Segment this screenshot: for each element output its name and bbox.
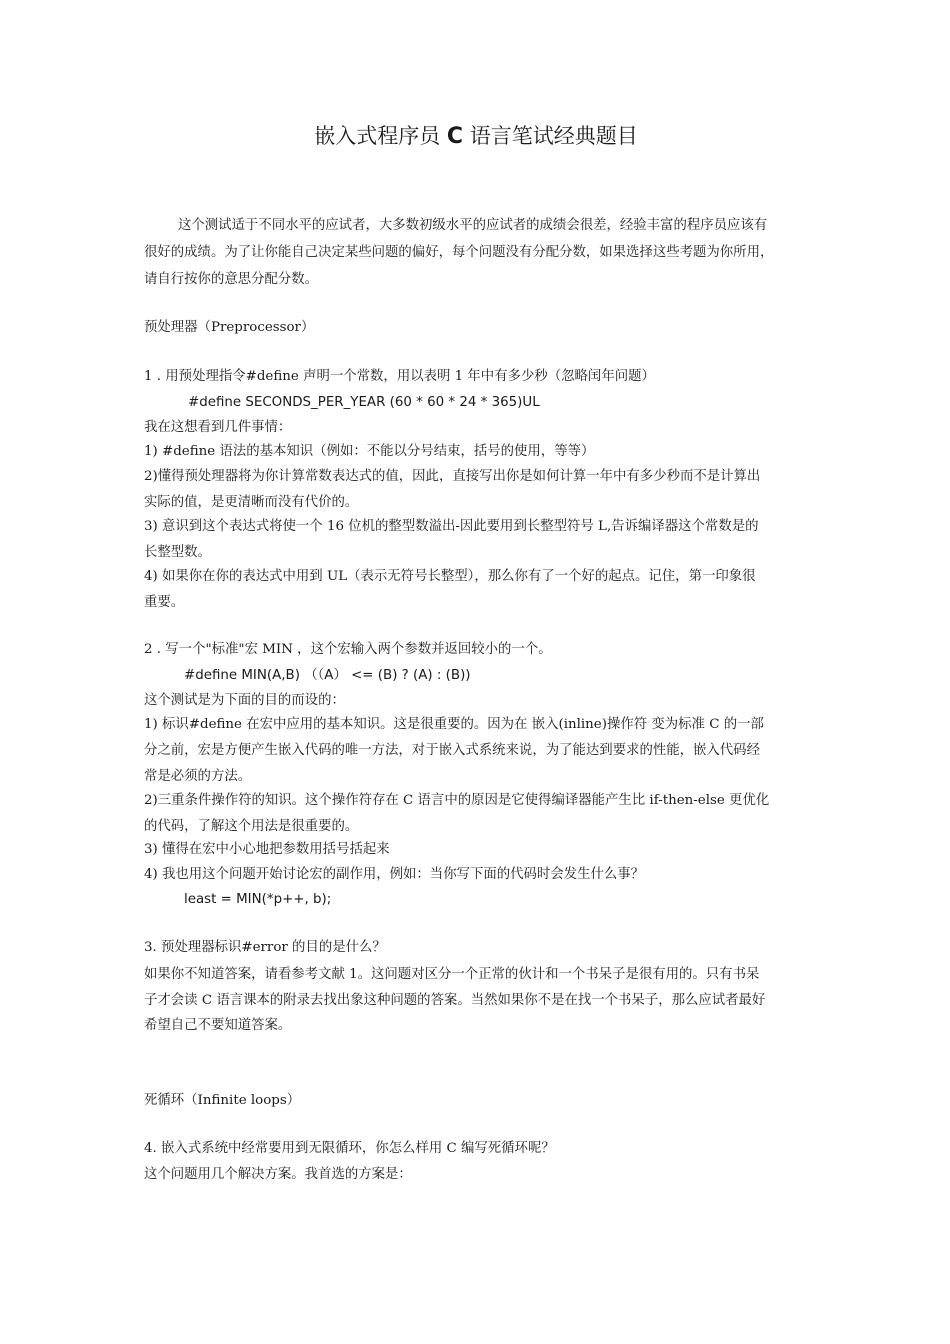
- text-line: 3) 懂得在宏中小心地把参数用括号括起来: [144, 842, 390, 857]
- text-line: 这个测试是为下面的目的而设的：: [144, 693, 345, 708]
- question-1: 1 . 用预处理指令#define 声明一个常数，用以表明 1 年中有多少秒（忽略闰年问题）: [144, 369, 655, 384]
- code-line: #define SECONDS_PER_YEAR (60 * 60 * 24 * 365)UL: [188, 395, 540, 410]
- intro-paragraph-line-1: 这个测试适于不同水平的应试者，大多数初级水平的应试者的成绩会很差，经验丰富的程序员应该有: [178, 218, 768, 233]
- text-line: 我在这想看到几件事情：: [144, 420, 292, 435]
- title-suffix: 语言笔试经典题目: [469, 124, 638, 148]
- text-line: 1) #define 语法的基本知识（例如：不能以分号结束，括号的使用，等等）: [144, 444, 595, 459]
- text-line: 子才会读 C 语言课本的附录去找出象这种问题的答案。当然如果你不是在找一个书呆子，那么应试者最好: [144, 993, 766, 1008]
- text-line: 希望自己不要知道答案。: [144, 1018, 292, 1033]
- code-line: least = MIN(*p++, b);: [184, 892, 332, 907]
- text-line: 分之前，宏是方便产生嵌入代码的唯一方法，对于嵌入式系统来说，为了能达到要求的性能，嵌入代码经: [144, 743, 760, 758]
- text-line: 4) 如果你在你的表达式中用到 UL（表示无符号长整型），那么你有了一个好的起点。记住，第一印象很: [144, 569, 756, 584]
- page-title: [144, 121, 808, 152]
- intro-paragraph-line-3: 请自行按你的意思分配分数。: [144, 272, 319, 287]
- text-line: 2)三重条件操作符的知识。这个操作符存在 C 语言中的原因是它使得编译器能产生比 if-then-else 更优化: [144, 793, 770, 808]
- text-line: 2)懂得预处理器将为你计算常数表达式的值，因此，直接写出你是如何计算一年中有多少秒而不是计算出: [144, 469, 761, 484]
- text-line: 实际的值，是更清晰而没有代价的。: [144, 495, 359, 510]
- text-line: 1) 标识#define 在宏中应用的基本知识。这是很重要的。因为在 嵌入(inline)操作符 变为标准 C 的一部: [144, 717, 764, 732]
- question-4: 4. 嵌入式系统中经常要用到无限循环，你怎么样用 C 编写死循环呢？: [144, 1141, 555, 1156]
- text-line: 如果你不知道答案，请看参考文献 1。这问题对区分一个正常的伙计和一个书呆子是很有用的。只有书呆: [144, 967, 760, 982]
- section-heading-infinite-loops: 死循环（Infinite loops）: [144, 1093, 301, 1108]
- text-line: 常是必须的方法。: [144, 769, 252, 784]
- title-c-letter: C: [446, 124, 464, 149]
- text-line: 重要。: [144, 595, 185, 610]
- question-3: 3. 预处理器标识#error 的目的是什么？: [144, 940, 386, 955]
- title-prefix: 嵌入式程序员: [314, 124, 441, 148]
- text-line: 这个问题用几个解决方案。我首选的方案是：: [144, 1167, 412, 1182]
- text-line: 的代码，了解这个用法是很重要的。: [144, 819, 359, 834]
- text-line: 3) 意识到这个表达式将使一个 16 位机的整型数溢出-因此要用到长整型符号 L,告诉编译器这个常数是的: [144, 519, 759, 534]
- section-heading-preprocessor: 预处理器（Preprocessor）: [144, 320, 315, 335]
- text-line: 4) 我也用这个问题开始讨论宏的副作用，例如：当你写下面的代码时会发生什么事？: [144, 867, 645, 882]
- intro-paragraph-line-2: 很好的成绩。为了让你能自己决定某些问题的偏好，每个问题没有分配分数，如果选择这些考题为你所用，: [144, 245, 774, 260]
- question-2: 2 . 写一个"标准"宏 MIN ，这个宏输入两个参数并返回较小的一个。: [144, 642, 552, 657]
- text-line: 长整型数。: [144, 545, 211, 560]
- code-line: #define MIN(A,B) （（A） <= (B) ? (A) : (B)): [184, 668, 471, 683]
